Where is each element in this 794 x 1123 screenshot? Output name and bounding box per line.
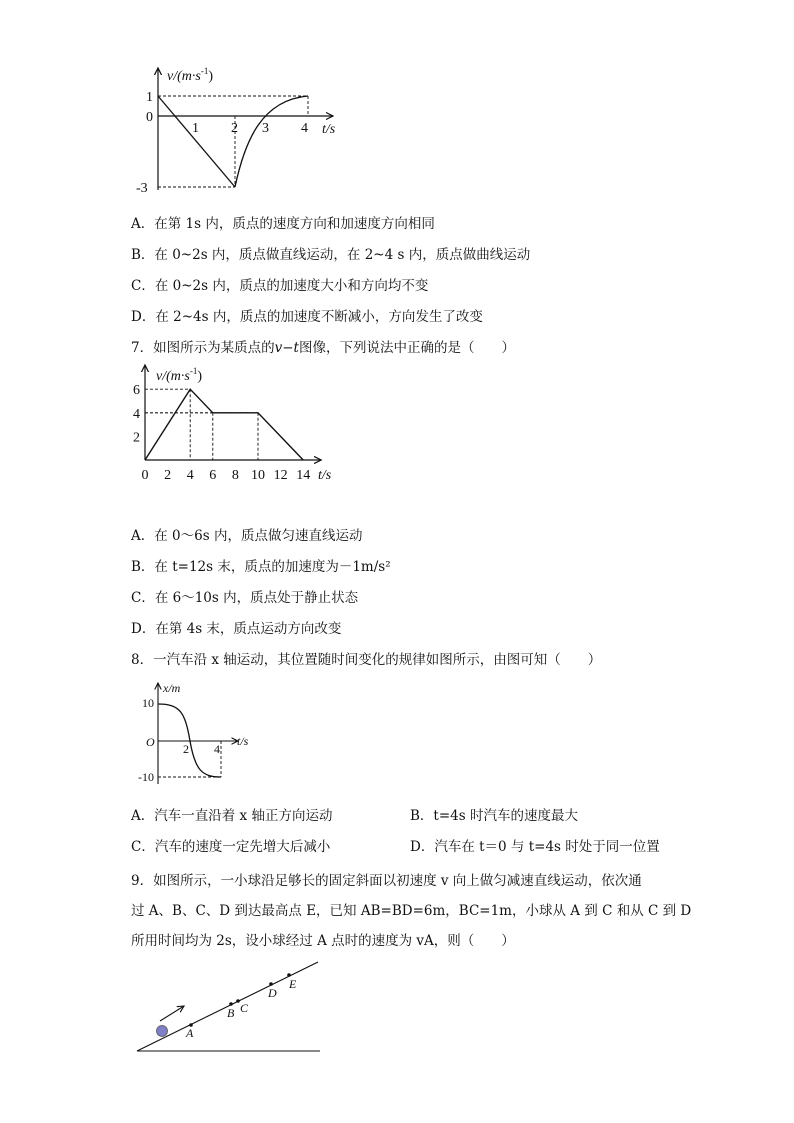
q6-x-tick-4: 4 (301, 121, 308, 136)
q9-label-c: C (240, 1001, 249, 1015)
q8-x-tick-4: 4 (214, 742, 220, 756)
q7-y-tick-2: 2 (133, 430, 140, 446)
q8-y-tick-10: 10 (142, 696, 154, 710)
q7-x-axis-label: t/s (318, 468, 332, 483)
q6-x-tick-3: 3 (262, 121, 269, 136)
q7-y-tick-4: 4 (133, 406, 140, 422)
q7-y-tick-6: 6 (133, 383, 140, 399)
q6-y-axis-label: $v/(m\cdot s^{-1})$ (167, 66, 213, 84)
q9-stem-line-3: 所用时间均为 2s，设小球经过 A 点时的速度为 vA，则（ ） (131, 933, 515, 949)
q9-label-d: D (268, 986, 277, 1000)
q6-y-tick-neg3: -3 (136, 181, 148, 196)
q7-option-c: C．在 6～10s 内，质点处于静止状态 (131, 590, 359, 606)
q6-option-a: A．在第 1s 内，质点的速度方向和加速度方向相同 (131, 216, 435, 232)
q8-option-b: B．t=4s 时汽车的速度最大 (410, 808, 578, 824)
q6-origin-label: 0 (146, 110, 153, 125)
q9-velocity-arrow (160, 1006, 184, 1021)
q9-stem-line-1: 9．如图所示，一小球沿足够长的固定斜面以初速度 v 向上做匀减速直线运动，依次通 (131, 873, 642, 889)
q7-x-tick-10: 10 (251, 468, 265, 483)
q6-x-axis-label: t/s (322, 122, 336, 137)
q7-x-tick-14: 14 (296, 468, 311, 483)
q7-x-tick-2: 2 (164, 468, 172, 483)
q7-option-b: B．在 t=12s 末，质点的加速度为－1m/s² (131, 559, 391, 575)
q7-x-tick-12: 12 (273, 468, 288, 483)
q6-x-tick-2: 2 (231, 121, 238, 136)
q6-y-tick-1: 1 (146, 90, 153, 105)
q8-option-c: C．汽车的速度一定先增大后减小 (131, 839, 331, 855)
q8-y-axis-label: x/m (163, 681, 181, 695)
q7-x-tick-4: 4 (186, 468, 194, 483)
q8-x-axis-label: t/s (237, 734, 249, 748)
q8-x-tick-2: 2 (183, 742, 189, 756)
q7-stem: 7．如图所示为某质点的v−t图像，下列说法中正确的是（ ） (131, 340, 515, 356)
q9-ball (157, 1026, 168, 1037)
q7-option-a: A．在 0～6s 内，质点做匀速直线运动 (131, 528, 363, 544)
q8-y-tick-neg10: -10 (138, 770, 154, 784)
q9-label-b: B (227, 1006, 235, 1020)
q7-y-axis-label: $v/(m\cdot s^{-1})$ (156, 366, 202, 384)
q8-option-a: A．汽车一直沿着 x 轴正方向运动 (131, 808, 333, 824)
q8-origin-label: O (146, 735, 155, 749)
q8-stem: 8．一汽车沿 x 轴运动，其位置随时间变化的规律如图所示，由图可知（ ） (131, 652, 602, 668)
q6-option-c: C．在 0~2s 内，质点的加速度大小和方向均不变 (131, 278, 429, 294)
q6-option-d: D．在 2~4s 内，质点的加速度不断减小，方向发生了改变 (131, 309, 483, 325)
q9-stem-line-2: 过 A、B、C、D 到达最高点 E，已知 AB=BD=6m，BC=1m，小球从 A 到 C 和从 C 到 D (131, 903, 692, 919)
q8-option-d: D．汽车在 t＝0 与 t=4s 时处于同一位置 (410, 839, 660, 855)
q9-label-e: E (289, 977, 297, 991)
q6-option-b: B．在 0~2s 内，质点做直线运动，在 2~4 s 内，质点做曲线运动 (131, 247, 531, 263)
q7-x-tick-6: 6 (209, 468, 217, 483)
q6-x-tick-1: 1 (192, 121, 199, 136)
q7-x-tick-0: 0 (141, 468, 149, 483)
q9-label-a: A (186, 1026, 194, 1040)
q7-x-tick-8: 8 (231, 468, 239, 483)
q7-option-d: D．在第 4s 末，质点运动方向改变 (131, 621, 342, 637)
